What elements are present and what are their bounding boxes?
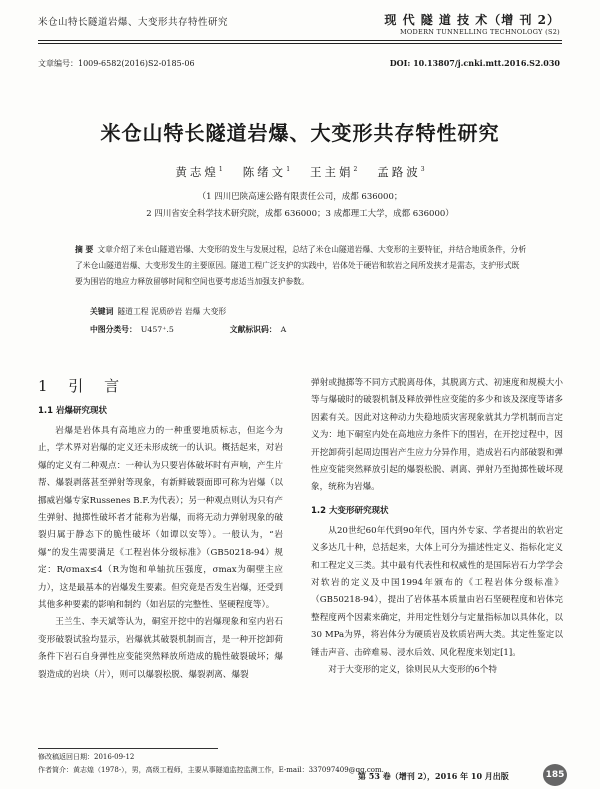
author-name: 孟路波 (377, 165, 421, 179)
body-paragraph: 岩爆是岩体具有高地应力的一种重要地质标志，但迄今为止，学术界对岩爆的定义还未形成统一的认识。概括起来，对岩爆的定义有二种观点：一种认为只要岩体破坏时有声响，产生片帮、爆裂剥落甚至弹射等现象，有新鲜破裂面即可称为岩爆（以挪威岩爆专家Russenes B.F.为代表）；另一种观点则认为只有产生弹射、抛掷性破坏者才能称为岩爆，而将无动力弹射现象的破裂归属于静态下的脆性破坏（如谭以安等）。一般认为，“岩爆”的发生需要满足《工程岩体分级标准》（GB50218-94）规定：R/σmax≤4（R为饱和单轴抗压强度，σmax为硐壁主应力），这是最基本的岩爆发生要素。但究竟是否发生岩爆，还受到其他多种要素的影响和制约（如岩层的完整性、坚硬程度等）。 (38, 426, 283, 611)
footnote-received: 修改稿返回日期：2016-09-12 (38, 753, 135, 761)
article-number: 文章编号：1009-6582(2016)S2-0185-06 (38, 59, 195, 68)
author-affil-mark: 1 (286, 166, 291, 174)
clc-number: U457⁺.5 (140, 325, 174, 334)
author-name: 王主娟 (309, 165, 354, 179)
abstract-text: 文章介绍了米仓山隧道岩爆、大变形的发生与发展过程，总结了米仓山隧道岩爆、大变形的主要特征，并结合地质条件，分析了米仓山隧道岩爆、大变形发生的主要原因。隧道工程广泛支护的实践中，岩体处于硬岩和软岩之间所发挟才是需态，支护形式既要为围岩的地应力释放留够时间和空间也要考虑适当加强支护参数。 (75, 245, 527, 286)
author-list (0, 164, 600, 180)
page-number: 185 (543, 764, 567, 786)
issue-info: 第 53 卷（增刊 2），2016 年 10 月出版 (358, 771, 509, 781)
journal-title-en: MODERN TUNNELLING TECHNOLOGY (S2) (399, 28, 560, 36)
affiliation-line-2: 2 四川省安全科学技术研究院，成都 636000；3 成都理工大学，成都 636000） (146, 209, 454, 219)
author-affil-mark: 3 (420, 166, 425, 174)
footnote-rule (38, 748, 218, 749)
doc-code-label: 文献标识码： (229, 325, 277, 334)
header-rule (38, 40, 562, 41)
section-heading: 1 引 言 (38, 377, 128, 395)
abstract (75, 242, 527, 290)
keywords (90, 306, 226, 317)
classification (90, 324, 286, 335)
header-rule-thin (38, 43, 562, 44)
keywords-label: 关键词 (90, 307, 114, 316)
paper-title: 米仓山特长隧道岩爆、大变形共存特性研究 (100, 121, 500, 145)
abstract-label: 摘 要 (75, 245, 94, 254)
doi: DOI: 10.13807/j.cnki.mtt.2016.S2.030 (389, 58, 560, 68)
running-title: 米仓山特长隧道岩爆、大变形共存特性研究 (38, 17, 229, 28)
keywords-text: 隧道工程 泥质砂岩 岩爆 大变形 (117, 307, 227, 316)
doc-code: A (280, 325, 287, 334)
body-paragraph: 对于大变形的定义，徐则民从大变形的6个特 (328, 665, 497, 676)
right-column (311, 375, 563, 680)
footnote-author: 作者简介：黄志煌（1978-），男，高级工程师，主要从事隧道监控监测工作，E-mail：337097409@qq.com. (38, 766, 384, 774)
body-paragraph: 弹射或抛掷等不同方式脱离母体，其脱离方式、初速度和规模大小等与爆破时的破裂机制及释放弹性应变能的多少和该及深度等诸多因素有关。因此对这种动力失稳地质灾害现象就其力学机制而言定义为：地下硐室内处在高地应力条件下的围岩，在开挖过程中，因开挖卸荷引起周边围岩产生应力分异作用，造成岩石内部破裂和弹性应变能突然释放引起的爆裂松脱、剥离、弹射乃至抛掷性破坏现象，统称为岩爆。 (311, 378, 563, 493)
clc-label: 中图分类号： (90, 325, 137, 334)
author-affil-mark: 1 (218, 166, 223, 174)
affiliation-line-1: （1 四川巴陕高速公路有限责任公司，成都 636000； (197, 192, 403, 202)
journal-title-cn: 现 代 隧 道 技 术（增 刊 2） (384, 13, 560, 27)
subsection-heading: 1.1 岩爆研究现状 (38, 406, 108, 416)
author-name: 陈绪文 (242, 165, 287, 179)
left-column (38, 403, 283, 684)
body-paragraph: 从20世纪60年代到90年代，国内外专家、学者提出的软岩定义多达几十种，总括起来，大体上可分为描述性定义、指标化定义和工程定义三类。其中最有代表性和权威性的是国际岩石力学学会对软岩的定义及中国1994年颁布的《工程岩体分级标准》（GB50218-94），提出了岩体基本质量由岩石坚硬程度和岩体完整程度两个因素来确定，并用定性划分与定量指标加以具体化，以30 MPa为界，将岩体分为硬质岩及软质岩两大类。其定性鉴定以锤击声音、击碎难易、浸水后效、风化程度来划定[1]。 (311, 525, 563, 658)
subsection-heading: 1.2 大变形研究现状 (311, 505, 389, 516)
author-name: 黄志煌 (175, 165, 219, 179)
body-paragraph: 王兰生、李天斌等认为，硐室开挖中的岩爆现象和室内岩石变形破裂试验均显示，岩爆就其破裂机制而言，是一种开挖卸荷条件下岩石自身弹性应变能突然释放所造成的脆性破裂破坏；爆裂造成的岩块（片），则可以爆裂松脱、爆裂剥离、爆裂 (38, 617, 283, 680)
author-affil-mark: 2 (353, 166, 358, 174)
